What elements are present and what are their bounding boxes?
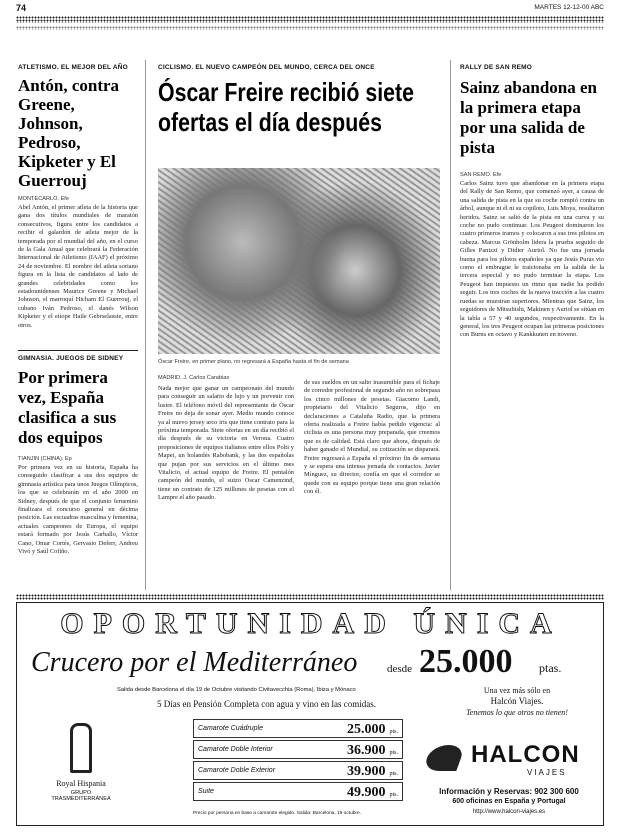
ad-price-row	[193, 719, 403, 738]
cabin-unit: pts.	[389, 791, 398, 798]
cabin-price: 25.000	[346, 721, 386, 737]
ad-price-row	[193, 761, 403, 780]
section-kicker: RALLY DE SAN REMO	[460, 64, 533, 71]
ad-price-row	[193, 782, 403, 801]
ad-banner: OPORTUNIDAD ÚNICA	[60, 607, 562, 640]
ad-venta-3: Tenemos lo que otros no tienen!	[466, 708, 568, 717]
ad-venta-1: Una vez más sólo en	[483, 686, 551, 695]
ad-title: Crucero por el Mediterráneo	[31, 647, 358, 678]
brand-line-1: Royal Hispania	[56, 779, 106, 788]
header-dot-band	[16, 16, 604, 23]
cabin-unit: pts.	[389, 749, 398, 756]
section-kicker: ATLETISMO. EL MEJOR DEL AÑO	[18, 64, 128, 71]
article-headline: Antón, contra Greene, Johnson, Pedroso, Kipketer y El Guerrouj	[18, 76, 120, 190]
logo-emblem-icon	[70, 723, 92, 773]
ad-offices: 600 oficinas en España y Portugal	[452, 798, 566, 805]
article-byline: MONTECARLO. Efe	[18, 196, 69, 202]
article-byline: MADRID. J. Carlos Carabias	[158, 375, 230, 381]
ad-box	[16, 602, 604, 826]
ad-currency: ptas.	[539, 661, 562, 675]
article-byline: TIANJIN (CHINA). Ep	[18, 456, 72, 462]
cabin-name: Suite	[198, 788, 214, 795]
left-bottom-article	[18, 355, 138, 572]
article-headline: Sainz abandona en la primera etapa por una salida de pista	[460, 78, 597, 157]
center-body	[158, 375, 440, 502]
viajes-wordmark: VIAJES	[527, 768, 567, 777]
halcon-bird-icon	[422, 745, 465, 771]
ad-subtitle: Salida desde Barcelona el día 19 de Octubre visitando Civitavecchia (Roma), Ibiza y Mónaco	[117, 687, 356, 693]
cabin-unit: pts.	[389, 770, 398, 777]
ad-venta-2: Halcón Viajes.	[490, 696, 544, 706]
ad-top-dot-band	[16, 594, 604, 600]
ad-venta	[437, 685, 597, 718]
cabin-price: 49.900	[346, 784, 386, 800]
ad-price-row	[193, 740, 403, 759]
right-article	[460, 64, 604, 570]
ad-detail: 5 Días en Pensión Completa con agua y vino en las comidas.	[157, 699, 376, 709]
cabin-price: 36.900	[346, 742, 386, 758]
ad-footer: Precio por persona en base a camarote elegido. Salida: Barcelona, 19 octubre.	[193, 811, 361, 816]
article-headline: Por primera vez, España clasifica a sus dos equipos	[18, 368, 117, 447]
cabin-price: 39.900	[346, 763, 386, 779]
ad-desde: desde	[387, 663, 413, 675]
cabin-name: Camarote Doble Interior	[198, 746, 273, 753]
cabin-name: Camarote Cuádruple	[198, 725, 263, 732]
ad-info: Información y Reservas: 902 300 600	[439, 787, 579, 796]
cyclist-photo	[158, 168, 440, 354]
cabin-name: Camarote Doble Exterior	[198, 767, 276, 774]
halcon-logo	[427, 741, 597, 781]
article-byline: SAN REMO. Efe	[460, 172, 502, 178]
article-col-2: de sus sueldos en un salto inasumible para el fichaje de corredor profesional de segundo año no sobrepasa los cinco millones de pesetas. Giacomo Landi, propietario del Vitalicio Seguros, dijo en declaraciones a Cataluña Radio, que la primera oferta realizada a Freire había pedido vigencia: al ciclista es una persona muy preparada, que creemos que es de calidad. Está claro que ahora, después de haber ganado el Mundial, su cotización se disparará. Freire regresará a España el próximo fin de semana y se espera una intensa jornada de contactos. Javier Mínguez, su director, confía en que el corredor se quede con su equipo porque tiene una gran relación con él.	[304, 379, 440, 496]
center-article	[158, 64, 440, 137]
article-body: Abel Antón, el primer atleta de la historia que gana dos títulos mundiales de maratón consecutivos, figura entre los candidatos a recibir el galardón de atleta mejor de la temporada por el mundial del año, en el curso de la Gala Anual que celebrará la Federación Internacional de Atletismo (IAAF) el próximo 24 de noviembre. El nombre del atleta soriano figura en la lista de candidatos al lado de grandes celebridades como los estadounidenses Maurice Greene y Michael Johnson, el marroquí Hicham El Guerrouj, el cubano Iván Pedroso, el danés Wilson Kipketer y el etíope Haile Gebrselassie, entre otros.	[18, 204, 138, 329]
cabin-unit: pts.	[389, 728, 398, 735]
left-top-article	[18, 64, 138, 350]
article-col-1: Nada mejor que ganar un campeonato del mundo para conseguir un salario de lujo y un porvenir con lustre. El teléfono móvil del representante de Óscar Freire no deja de sonar ayer. Medio mundo conoce ya al nuevo jersey arco iris que tiene contrato para la próxima temporada. Siete ofertas en un día recibió el día después de su victoria en Verona. Cuatro proposiciones de equipos italianos entre ellos Polti y Mapei, un holandés Rabobank, y las dos españolas que pujan por sus servicios en el último mes Vitalicio, el actual equipo de Freire. El pentalón campeón del mundo, el suizo Oscar Camenzind, tiene un contrato de 125 millones de pesetas con el Lampre el año pasado.	[158, 385, 294, 502]
brand-line-2: GRUPO TRASMEDITERRÁNEA	[51, 790, 111, 802]
ad-url[interactable]: http://www.halcon-viajes.es	[472, 809, 546, 815]
page-date: MARTES 12-12-00 ABC	[534, 4, 604, 11]
section-kicker: GIMNASIA. JUEGOS DE SIDNEY	[18, 355, 124, 362]
halcon-wordmark: HALCON	[471, 741, 580, 768]
photo-caption: Óscar Freire, en primer plano, no regresará a España hasta el fin de semana	[158, 359, 349, 365]
page-number: 74	[16, 3, 27, 13]
article-headline: Óscar Freire recibió siete ofertas el día después	[158, 77, 414, 137]
ad-price-table	[193, 719, 403, 801]
royal-hispania-logo	[41, 719, 121, 819]
divider	[18, 350, 138, 351]
column-divider	[450, 60, 451, 590]
column-divider	[145, 60, 146, 590]
header-dot-band-2	[16, 26, 604, 30]
section-kicker: CICLISMO. EL NUEVO CAMPEÓN DEL MUNDO, CERCA DEL ONCE	[158, 64, 375, 71]
article-body: Por primera vez en su historia, España ha conseguido clasificar a sus dos equipos de gimnasia artística para unos Juegos Olímpicos, los que se celebrarán en el año 2000 en Sidney, después de que el conjunto femenino finalizara el concurso general en décima posición. Las escuadras masculina y femenina, actuales campeones de Europa, el equipo estará formado por Jesús Carballo, Víctor Cano, Omar Cortés, Gervasio Deferr, Andreu Vivó y Saúl Cofiño.	[18, 464, 138, 556]
article-body: Carlos Sainz tuvo que abandonar en la primera etapa del Rally de San Remo, que comenzó ayer, a causa de una salida de pista en la que su coche rompió contra un árbol, aunque ni él ni su copiloto, Luis Moya, resultaron heridos. Sainz se salió de la pista en una curva y su coche no pudo continuar. Los Peugeot dominaron los cuatro primeros tramos y colocaron a sus tres pilotos en cabeza. Marcus Grönholm lidera la prueba seguido de Gilles Panizzi y Didier Auriol. No fue una jornada buena para los pilotos españoles ya que Jesús Puras vio como el embrague le traicionaba en la salida de la tercera especial y no pudo terminar la etapa. Los Peugeot han impuesto un ritmo que nadie ha podido seguir. Los tres coches de la nueva tracción a las cuatro ruedas se muestran superiores. Mientras que Sainz, los seguidores de Mitsubishi, Makinen y Auriol se sitúan en la tabla a 57 y 40 segundos, respectivamente. En la general, los tres Peugeot ocupan las primeras posiciones con Burns en octavo y Kankkunen en noveno.	[460, 180, 604, 339]
ad-price: 25.000	[419, 643, 513, 680]
